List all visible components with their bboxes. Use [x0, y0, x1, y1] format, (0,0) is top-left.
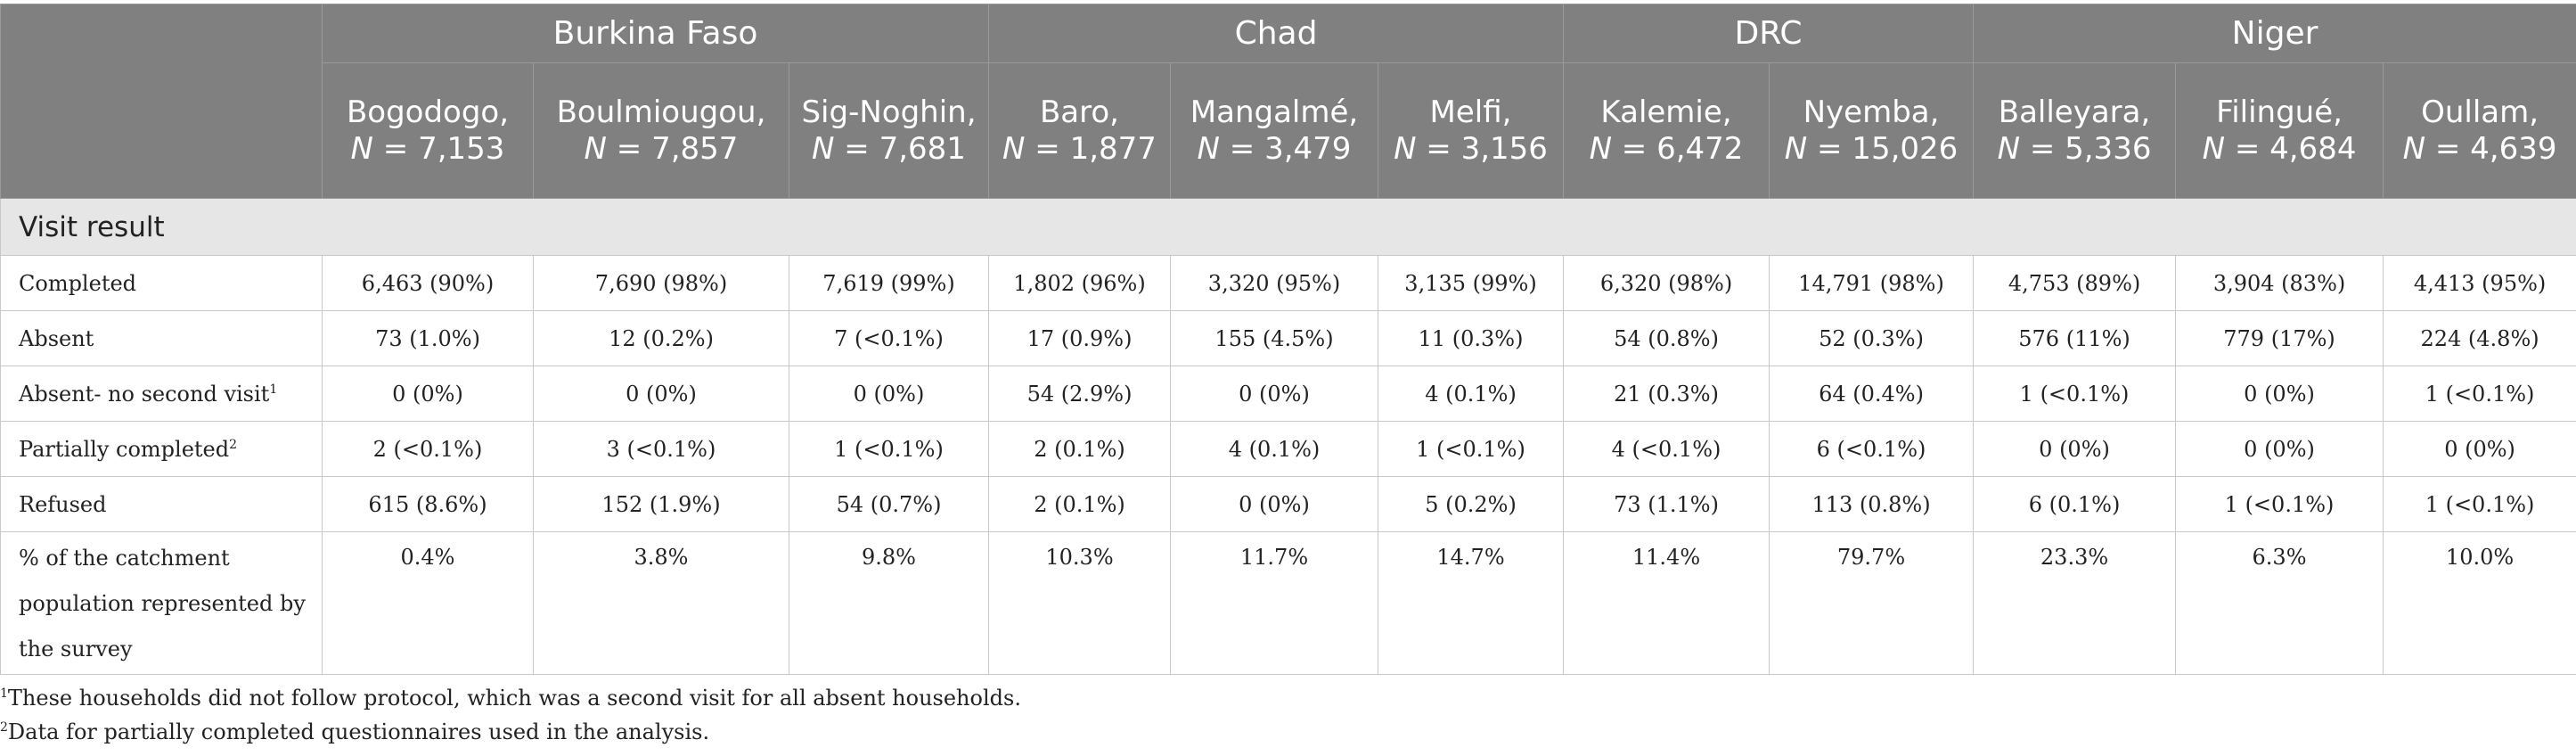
site-n-label: N — [1997, 130, 2021, 167]
table-cell: 11.7% — [1171, 532, 1378, 675]
row-label-text: Refused — [19, 491, 107, 517]
table-cell: 4 (<0.1%) — [1564, 422, 1770, 477]
table-cell: 10.3% — [989, 532, 1171, 675]
table-cell: 64 (0.4%) — [1770, 366, 1974, 422]
footnote — [0, 715, 1021, 749]
table-cell: 155 (4.5%) — [1171, 311, 1378, 366]
site-header — [1564, 63, 1770, 199]
site-header — [1378, 63, 1564, 199]
site-n-label: N — [1784, 130, 1808, 167]
header-stub — [1, 4, 323, 199]
table-cell: 152 (1.9%) — [534, 477, 789, 532]
table-cell: 21 (0.3%) — [1564, 366, 1770, 422]
row-label — [1, 477, 323, 532]
row-label — [1, 256, 323, 311]
site-n-value: = 7,857 — [606, 130, 739, 167]
site-header — [534, 63, 789, 199]
table-cell: 0 (0%) — [2176, 422, 2384, 477]
table-cell: 1 (<0.1%) — [1378, 422, 1564, 477]
table-cell: 17 (0.9%) — [989, 311, 1171, 366]
table-cell: 1,802 (96%) — [989, 256, 1171, 311]
footnotes — [0, 681, 1021, 749]
row-label — [1, 532, 323, 675]
footnote-mark: 1 — [0, 686, 8, 701]
site-header — [323, 63, 534, 199]
table-cell: 14.7% — [1378, 532, 1564, 675]
site-n-label: N — [1002, 130, 1026, 167]
table-row — [1, 422, 2576, 477]
site-name: Sig-Noghin, — [801, 94, 977, 130]
site-header-row — [1, 63, 2576, 199]
table-cell: 0 (0%) — [1974, 422, 2176, 477]
table-cell: 1 (<0.1%) — [2384, 477, 2576, 532]
site-n-value: = 1,877 — [1025, 130, 1157, 167]
visit-result-table — [0, 4, 2576, 675]
country-header: Chad — [989, 4, 1564, 63]
table-row — [1, 256, 2576, 311]
site-n-label: N — [812, 130, 835, 167]
site-n-value: = 3,479 — [1219, 130, 1352, 167]
footnote — [0, 681, 1021, 715]
table-cell: 6,320 (98%) — [1564, 256, 1770, 311]
table-cell: 14,791 (98%) — [1770, 256, 1974, 311]
table-cell: 3,904 (83%) — [2176, 256, 2384, 311]
table-cell: 11 (0.3%) — [1378, 311, 1564, 366]
table-cell: 7,619 (99%) — [789, 256, 989, 311]
row-label-text: Completed — [19, 270, 137, 296]
table-cell: 11.4% — [1564, 532, 1770, 675]
table-row-catchment — [1, 532, 2576, 675]
row-label-text: Partially completed — [19, 436, 230, 462]
row-label-line: population represented by — [19, 591, 306, 616]
site-header — [2176, 63, 2384, 199]
site-n-label: N — [2402, 130, 2426, 167]
table-cell: 1 (<0.1%) — [2384, 366, 2576, 422]
table-cell: 12 (0.2%) — [534, 311, 789, 366]
section-row — [1, 199, 2576, 256]
site-name: Melfi, — [1429, 94, 1512, 130]
site-n-value: = 3,156 — [1416, 130, 1548, 167]
table-cell: 2 (<0.1%) — [323, 422, 534, 477]
row-label — [1, 311, 323, 366]
site-name: Oullam, — [2421, 94, 2539, 130]
table-cell: 6.3% — [2176, 532, 2384, 675]
site-name: Balleyara, — [1998, 94, 2151, 130]
row-label-line: the survey — [19, 637, 133, 662]
table-cell: 5 (0.2%) — [1378, 477, 1564, 532]
site-n-label: N — [1394, 130, 1417, 167]
site-header — [2384, 63, 2576, 199]
table-cell: 73 (1.1%) — [1564, 477, 1770, 532]
table-cell: 79.7% — [1770, 532, 1974, 675]
table-cell: 1 (<0.1%) — [789, 422, 989, 477]
site-name: Boulmiougou, — [556, 94, 766, 130]
table-cell: 9.8% — [789, 532, 989, 675]
site-header — [1171, 63, 1378, 199]
table-cell: 3,135 (99%) — [1378, 256, 1564, 311]
table-cell: 113 (0.8%) — [1770, 477, 1974, 532]
table-row — [1, 477, 2576, 532]
table-cell: 54 (0.7%) — [789, 477, 989, 532]
table-cell: 0 (0%) — [2384, 422, 2576, 477]
table-cell: 2 (0.1%) — [989, 422, 1171, 477]
table-cell: 54 (2.9%) — [989, 366, 1171, 422]
table-cell: 4 (0.1%) — [1171, 422, 1378, 477]
site-n-label: N — [584, 130, 607, 167]
site-n-label: N — [1197, 130, 1220, 167]
table-cell: 1 (<0.1%) — [1974, 366, 2176, 422]
site-n-value: = 5,336 — [2020, 130, 2152, 167]
table-cell: 576 (11%) — [1974, 311, 2176, 366]
site-n-label: N — [2202, 130, 2226, 167]
table-cell: 0 (0%) — [534, 366, 789, 422]
table-cell: 6 (<0.1%) — [1770, 422, 1974, 477]
table-cell: 0 (0%) — [323, 366, 534, 422]
table-row — [1, 311, 2576, 366]
site-n-value: = 7,681 — [834, 130, 966, 167]
table-cell: 10.0% — [2384, 532, 2576, 675]
site-n-value: = 7,153 — [372, 130, 505, 167]
site-n-value: = 6,472 — [1612, 130, 1744, 167]
table-cell: 23.3% — [1974, 532, 2176, 675]
site-name: Baro, — [1039, 94, 1119, 130]
table-cell: 3.8% — [534, 532, 789, 675]
table-cell: 4 (0.1%) — [1378, 366, 1564, 422]
table-cell: 2 (0.1%) — [989, 477, 1171, 532]
country-header: Burkina Faso — [323, 4, 989, 63]
site-n-value: = 4,639 — [2425, 130, 2557, 167]
table-cell: 224 (4.8%) — [2384, 311, 2576, 366]
table-cell: 0 (0%) — [1171, 477, 1378, 532]
country-header-row — [1, 4, 2576, 63]
row-label-line: % of the catchment — [19, 546, 230, 571]
table-cell: 3 (<0.1%) — [534, 422, 789, 477]
table-cell: 7 (<0.1%) — [789, 311, 989, 366]
table-cell: 0.4% — [323, 532, 534, 675]
table-cell: 4,753 (89%) — [1974, 256, 2176, 311]
table-cell: 52 (0.3%) — [1770, 311, 1974, 366]
site-n-label: N — [1589, 130, 1612, 167]
site-name: Nyemba, — [1803, 94, 1940, 130]
site-n-label: N — [350, 130, 373, 167]
table-cell: 0 (0%) — [789, 366, 989, 422]
footnote-mark: 2 — [0, 720, 8, 735]
table-cell: 615 (8.6%) — [323, 477, 534, 532]
table-cell: 0 (0%) — [1171, 366, 1378, 422]
country-header: DRC — [1564, 4, 1974, 63]
table-row — [1, 366, 2576, 422]
site-header — [1770, 63, 1974, 199]
table-cell: 6,463 (90%) — [323, 256, 534, 311]
row-label — [1, 366, 323, 422]
section-label: Visit result — [1, 199, 2576, 256]
table-cell: 4,413 (95%) — [2384, 256, 2576, 311]
table-cell: 0 (0%) — [2176, 366, 2384, 422]
table-cell: 73 (1.0%) — [323, 311, 534, 366]
footnote-marker: 2 — [229, 437, 238, 452]
table-cell: 1 (<0.1%) — [2176, 477, 2384, 532]
country-header: Niger — [1974, 4, 2576, 63]
site-header — [989, 63, 1171, 199]
site-header — [1974, 63, 2176, 199]
row-label-text: Absent- no second visit — [19, 381, 270, 407]
table-cell: 54 (0.8%) — [1564, 311, 1770, 366]
row-label-text: Absent — [19, 325, 94, 351]
site-name: Kalemie, — [1600, 94, 1732, 130]
footnote-text: Data for partially completed questionnaires used in the analysis. — [7, 719, 710, 744]
site-name: Filingué, — [2216, 94, 2343, 130]
table-cell: 7,690 (98%) — [534, 256, 789, 311]
site-header — [789, 63, 989, 199]
footnote-marker: 1 — [269, 382, 278, 397]
site-name: Mangalmé, — [1190, 94, 1359, 130]
footnote-text: These households did not follow protocol, which was a second visit for all absent households. — [7, 686, 1021, 711]
site-n-value: = 4,684 — [2225, 130, 2357, 167]
site-name: Bogodogo, — [346, 94, 510, 130]
row-label — [1, 422, 323, 477]
site-n-value: = 15,026 — [1807, 130, 1959, 167]
table-cell: 6 (0.1%) — [1974, 477, 2176, 532]
table-cell: 779 (17%) — [2176, 311, 2384, 366]
table-cell: 3,320 (95%) — [1171, 256, 1378, 311]
